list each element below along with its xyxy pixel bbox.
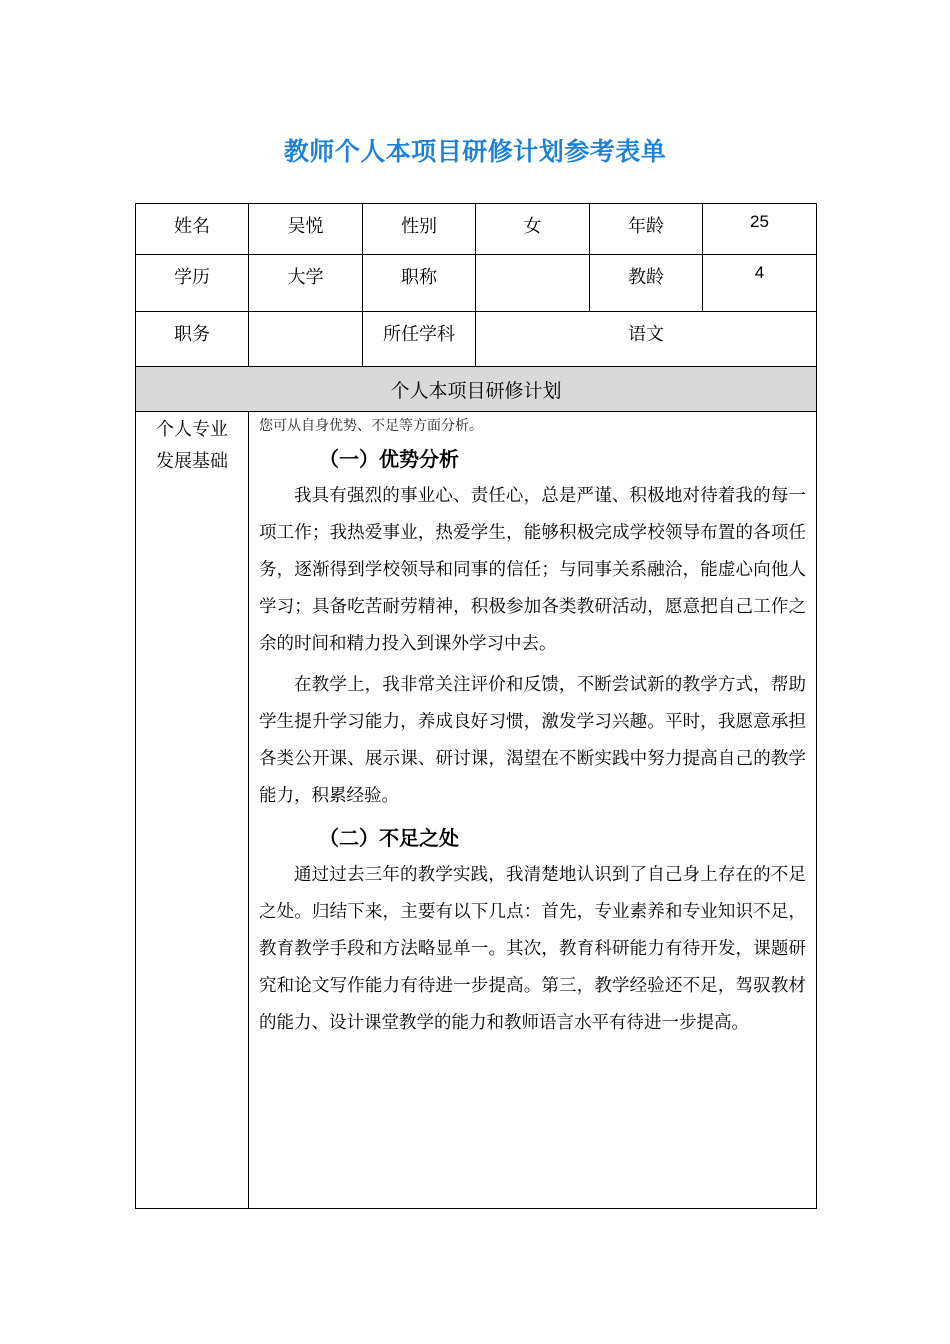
subject-value: 语文 xyxy=(628,324,664,345)
education-value: 大学 xyxy=(287,267,324,288)
education-label: 学历 xyxy=(174,267,210,288)
age-value-cell xyxy=(703,204,817,255)
page-title: 教师个人本项目研修计划参考表单 xyxy=(283,137,667,166)
position-label-cell xyxy=(136,312,249,367)
position-value xyxy=(249,312,362,320)
subject-label: 所任学科 xyxy=(383,324,455,345)
education-label-cell xyxy=(136,255,249,312)
age-label-cell xyxy=(590,204,703,255)
teaching-years-label: 教龄 xyxy=(628,267,664,288)
analysis-hint: 您可从自身优势、不足等方面分析。 xyxy=(259,418,483,434)
info-row-1 xyxy=(136,204,817,255)
professional-title-value-cell xyxy=(476,255,590,312)
teaching-years-value: 4 xyxy=(754,263,765,282)
education-value-cell xyxy=(249,255,363,312)
professional-title-value xyxy=(476,255,589,263)
teaching-years-value-cell xyxy=(703,255,817,312)
section-header-row xyxy=(136,367,817,412)
name-label-cell xyxy=(136,204,249,255)
section-header: 个人本项目研修计划 xyxy=(136,367,817,412)
professional-title-label: 职称 xyxy=(401,267,437,288)
info-row-3 xyxy=(136,312,817,367)
age-label: 年龄 xyxy=(628,216,664,237)
name-value-cell xyxy=(249,204,363,255)
name-value: 吴悦 xyxy=(287,216,324,237)
gender-label-cell xyxy=(363,204,476,255)
weaknesses-heading: （二）不足之处 xyxy=(319,826,459,850)
development-basis-content xyxy=(249,412,817,1209)
development-basis-label-cell xyxy=(136,412,249,1209)
teaching-years-label-cell xyxy=(590,255,703,312)
subject-value-cell xyxy=(476,312,817,367)
development-basis-label-line2: 发展基础 xyxy=(156,451,228,472)
gender-value-cell xyxy=(476,204,590,255)
teacher-plan-form xyxy=(135,203,817,1209)
development-basis-label-line1: 个人专业 xyxy=(156,419,228,440)
age-value: 25 xyxy=(750,212,769,231)
professional-title-label-cell xyxy=(363,255,476,312)
position-value-cell xyxy=(249,312,363,367)
info-row-2 xyxy=(136,255,817,312)
strengths-paragraph-1: 我具有强烈的事业心、责任心，总是严谨、积极地对待着我的每一项工作；我热爱事业，热爱学生，能够积极完成学校领导布置的各项任务，逐渐得到学校领导和同事的信任；与同事关系融洽，能虚心向他人学习；具备吃苦耐劳精神，积极参加各类教研活动，愿意把自己工作之余的时间和精力投入到课外学习中去。 xyxy=(259,486,806,654)
gender-value: 女 xyxy=(523,216,542,237)
gender-label: 性别 xyxy=(401,216,437,237)
development-basis-row xyxy=(136,412,817,1209)
name-label: 姓名 xyxy=(174,216,210,237)
strengths-paragraph-2: 在教学上，我非常关注评价和反馈，不断尝试新的教学方式，帮助学生提升学习能力，养成良好习惯，激发学习兴趣。平时，我愿意承担各类公开课、展示课、研讨课，渴望在不断实践中努力提高自己的教学能力，积累经验。 xyxy=(259,675,806,806)
strengths-heading: （一）优势分析 xyxy=(319,447,459,471)
subject-label-cell xyxy=(363,312,476,367)
weaknesses-paragraph: 通过过去三年的教学实践，我清楚地认识到了自己身上存在的不足之处。归结下来，主要有以下几点：首先，专业素养和专业知识不足，教育教学手段和方法略显单一。其次，教育科研能力有待开发，课题研究和论文写作能力有待进一步提高。第三，教学经验还不足，驾驭教材的能力、设计课堂教学的能力和教师语言水平有待进一步提高。 xyxy=(259,865,806,1033)
position-label: 职务 xyxy=(174,324,210,345)
